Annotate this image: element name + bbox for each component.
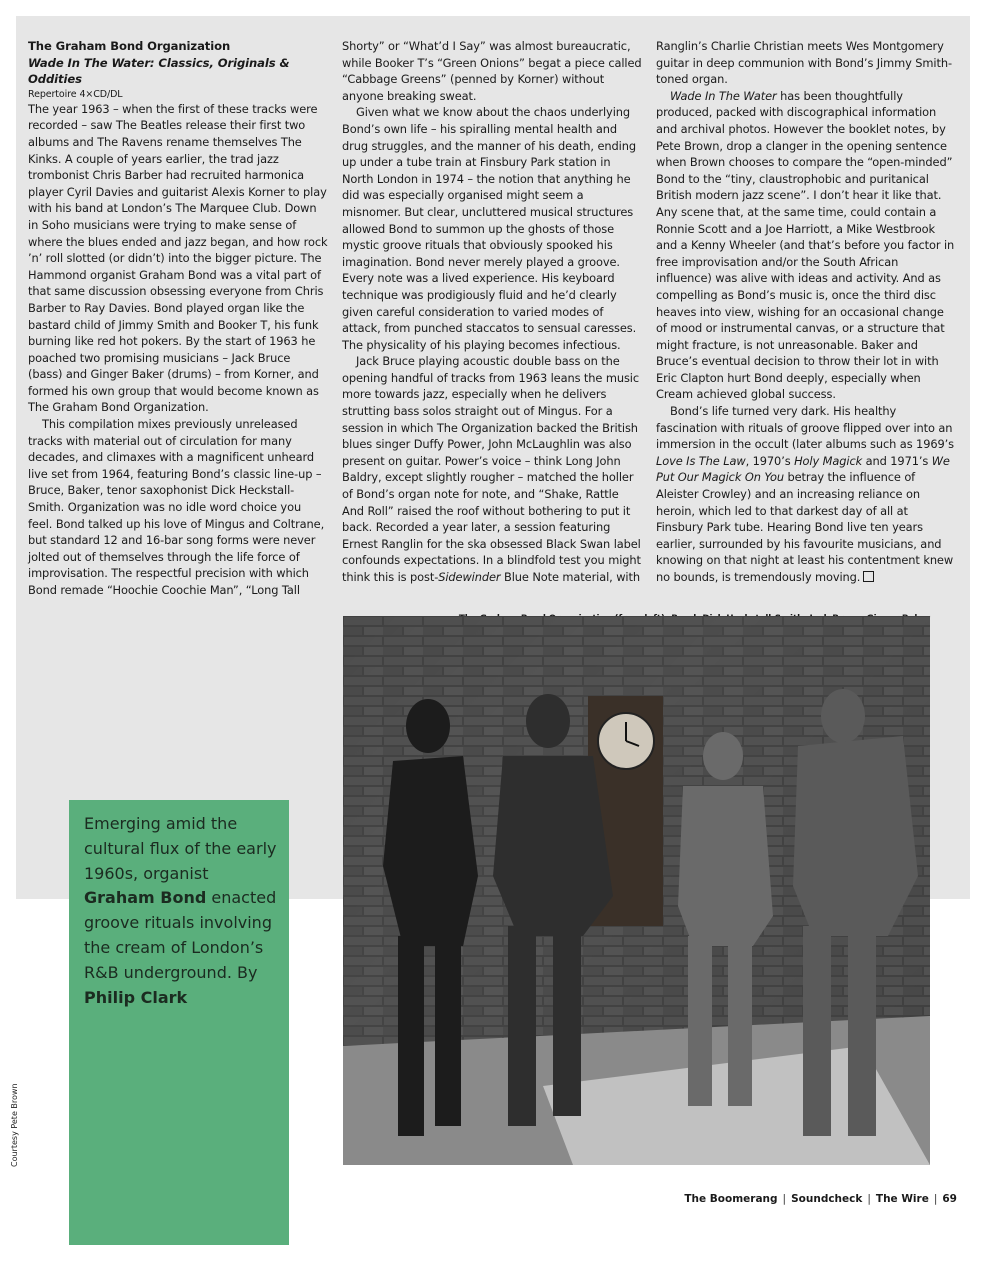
- paragraph: Wade In The Water has been thoughtfully produced, packed with discographical information and archival photos. However the booklet notes, by Pete Brown, drop a clanger in the opening sentence when Brown chooses to compare the “open-minded” Bond to the “tiny, claustrophobic and puritanical British modern jazz scene”. I don’t hear it like that. Any scene that, at the same time, could contain a Ronnie Scott and a Joe Harriott, a Mike Westbrook and a Kenny Wheeler (and that’s before you factor in free improvisation and/or the South African influence) was alive with ideas and activity. And as compelling as Bond’s music is, once the third disc heaves into view, wishing for an occasional change of mood or instrumental canvas, or a structure that might fracture, is not unreasonable. Baker and Bruce’s eventual decision to throw their lot in with Eric Clapton hurt Bond deeply, especially when Cream achieved global success.: [656, 88, 955, 402]
- review-artist: The Graham Bond Organization: [28, 39, 231, 53]
- paragraph: Shorty” or “What’d I Say” was almost bureaucratic, while Booker T’s “Green Onions” begat a piece called “Cabbage Greens” (penned by Korner) without anyone breaking sweat.: [342, 39, 642, 103]
- paragraph: Given what we know about the chaos underlying Bond’s own life – his spiralling mental health and drug struggles, and the manner of his death, ending up under a tube train at Finsbury Park station in North London in 1974 – the notion that anything he did was especially organised might seem a misnomer. But clear, uncluttered musical structures allowed Bond to summon up the ghosts of those mystic groove rituals that obviously spooked his imagination. Bond never merely played a groove. Every note was a lived experience. His keyboard technique was prodigiously fluid and he’d clearly given careful consideration to varied modes of attack, from punched staccatos to sensual caresses. The physicality of his playing becomes infectious.: [342, 105, 637, 352]
- page-footer: [684, 1193, 957, 1205]
- review-title: Wade In The Water: Classics, Originals & Oddities: [28, 55, 290, 87]
- article-column-2: [342, 38, 642, 586]
- footer-divider: |: [782, 1193, 787, 1205]
- photo-credit: Courtesy Pete Brown: [10, 1083, 19, 1167]
- paragraph: Ranglin’s Charlie Christian meets Wes Montgomery guitar in deep communion with Bond’s Jimmy Smith-toned organ.: [656, 39, 952, 87]
- paragraph: Bond’s life turned very dark. His healthy fascination with rituals of groove flipped over into an immersion in the occult (later albums such as 1969’s Love Is The Law, 1970’s Holy Magick and 1971’s We Put Our Magick On You betray the influence of Aleister Crowley) and an increasing reliance on heroin, which led to that darkest day of all at Finsbury Park tube. Hearing Bond live ten years earlier, surrounded by his favourite musicians, and knowing on that night at least his contentment knew no bounds, is tremendously moving.: [656, 404, 954, 584]
- footer-divider: |: [933, 1193, 938, 1205]
- paragraph: The year 1963 – when the first of these tracks were recorded – saw The Beatles release their first two albums and The Ravens rename themselves The Kinks. A couple of years earlier, the trad jazz trombonist Chris Barber had recruited harmonica player Cyril Davies and guitarist Alexis Korner to play with his band at London’s The Marquee Club. Down in Soho musicians were trying to make sense of where the blues ended and jazz began, and how rock ’n’ roll slotted (or didn’t) into the bigger picture. The Hammond organist Graham Bond was a vital part of that same discussion obsessing everyone from Chris Barber to Ray Davies. Bond played organ like the bastard child of Jimmy Smith and Booker T, his funk burning like red hot pokers. By the start of 1963 he poached two promising musicians – Jack Bruce (bass) and Ginger Baker (drums) – from Korner, and formed his own group that would become known as The Graham Bond Organization.: [28, 101, 328, 415]
- page-number: 69: [942, 1193, 957, 1205]
- standfirst-box: [69, 800, 289, 1245]
- standfirst-text: Emerging amid the cultural flux of the early 1960s, organist Graham Bond enacted groove rituals involving the cream of London’s R&B underground. By Philip Clark: [84, 814, 277, 1007]
- end-of-article-icon: [863, 571, 874, 582]
- article-column-1: [28, 38, 328, 599]
- footer-section: The Boomerang: [684, 1193, 778, 1205]
- band-photo: [343, 616, 930, 1165]
- band-photo-illustration: [343, 616, 930, 1165]
- footer-subsection: Soundcheck: [791, 1193, 863, 1205]
- review-label: Repertoire 4×CD/DL: [28, 88, 123, 100]
- footer-divider: |: [867, 1193, 871, 1205]
- paragraph: This compilation mixes previously unreleased tracks with material out of circulation for many decades, and climaxes with a magnificent unheard live set from 1964, featuring Bond’s classic line-up – Bruce, Baker, tenor saxophonist Dick Heckstall-Smith. Organization was no idle word choice you feel. Bond talked up his love of Mingus and Coltrane, but standard 12 and 16-bar song forms were never jolted out of themselves through the life force of improvisation. The respectful precision with which Bond remade “Hoochie Coochie Man”, “Long Tall: [28, 417, 325, 597]
- article-column-3: [656, 38, 956, 586]
- paragraph: Jack Bruce playing acoustic double bass on the opening handful of tracks from 1963 leans the music more towards jazz, especially when he delivers strutting bass solos straight out of Mingus. For a session in which The Organization backed the British blues singer Duffy Power, John McLaughlin was also present on guitar. Power’s voice – think Long John Baldry, except slightly rougher – matched the holler of Bond’s organ note for note, and “Shake, Rattle And Roll” raised the roof without bothering to put it back. Recorded a year later, a session featuring Ernest Ranglin for the ska obsessed Black Swan label confounds expectations. In a blindfold test you might think this is post-Sidewinder Blue Note material, with: [342, 354, 641, 584]
- footer-magazine: The Wire: [875, 1193, 929, 1205]
